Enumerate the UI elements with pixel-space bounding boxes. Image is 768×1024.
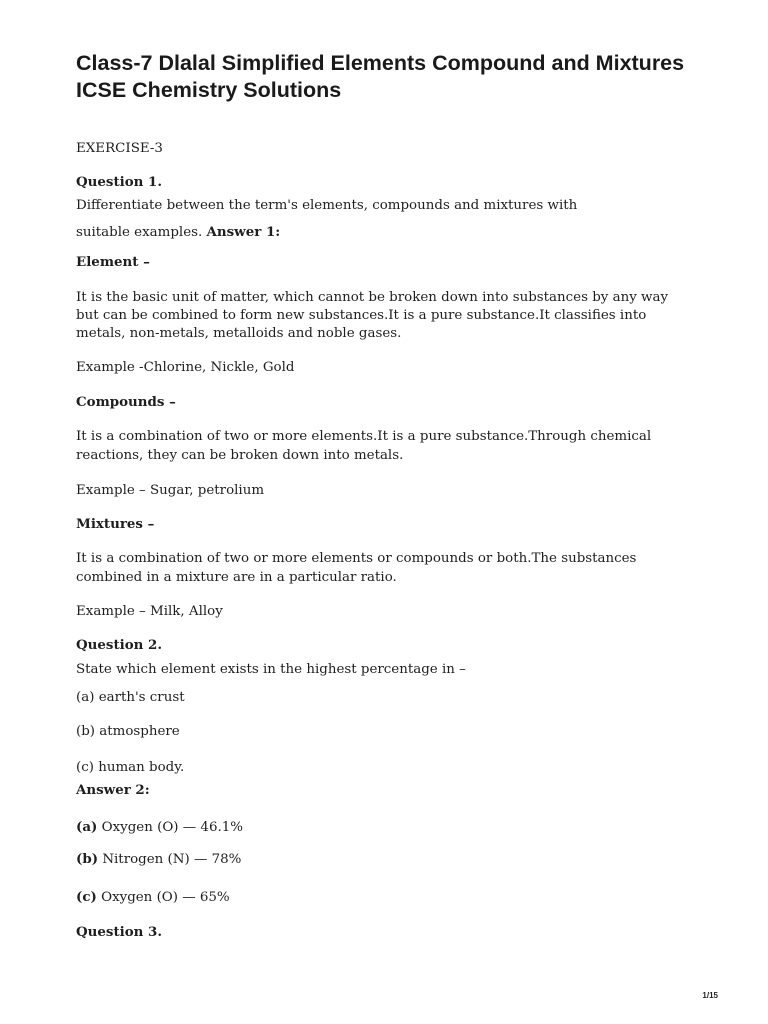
answer-2-item-b [76,850,241,869]
answer-2-item-c [76,888,230,907]
compounds-line-1: It is a combination of two or more elements.It is a pure substance.Through chemical [76,429,652,444]
question-2-heading: Question 2. [76,637,163,653]
page-number: 1/15 [702,991,718,1000]
question-1-text: Differentiate between the term's elements, compounds and mixtures with [76,198,578,213]
answer-2-item-a-label: (a) [76,819,98,835]
answer-1-label: Answer 1: [206,224,281,240]
question-1-heading: Question 1. [76,174,163,190]
answer-2-item-c-label: (c) [76,889,97,905]
compounds-line-2: reactions, they can be broken down into metals. [76,448,404,463]
mixtures-line-1: It is a combination of two or more elements or compounds or both.The substances [76,551,637,566]
exercise-heading: EXERCISE-3 [76,141,163,156]
question-1-text-end: suitable examples. [76,225,203,240]
element-heading: Element – [76,254,150,270]
question-1-text-cont [76,223,280,242]
mixtures-heading: Mixtures – [76,516,155,532]
answer-2-item-c-text: Oxygen (O) — 65% [101,890,230,905]
answer-2-label: Answer 2: [76,782,150,798]
mixtures-example: Example – Milk, Alloy [76,604,223,619]
element-line-3: metals, non-metals, metalloids and noble gases. [76,326,402,341]
answer-2-item-a [76,818,243,837]
answer-2-item-b-text: Nitrogen (N) — 78% [102,852,242,867]
question-2-option-b: (b) atmosphere [76,724,180,739]
element-line-1: It is the basic unit of matter, which cannot be broken down into substances by any way [76,290,669,305]
document-title: Class-7 Dlalal Simplified Elements Compound and Mixtures ICSE Chemistry Solutions [76,51,685,102]
question-2-text: State which element exists in the highest percentage in – [76,662,466,677]
element-example: Example -Chlorine, Nickle, Gold [76,360,295,375]
question-2-option-c: (c) human body. [76,760,185,775]
compounds-heading: Compounds – [76,394,176,410]
answer-2-item-b-label: (b) [76,851,99,867]
answer-2-item-a-text: Oxygen (O) — 46.1% [101,820,243,835]
compounds-example: Example – Sugar, petrolium [76,483,265,498]
mixtures-line-2: combined in a mixture are in a particular ratio. [76,570,397,585]
question-3-heading: Question 3. [76,924,163,940]
element-line-2: but can be combined to form new substances.It is a pure substance.It classifies into [76,308,647,323]
question-2-option-a: (a) earth's crust [76,690,185,705]
